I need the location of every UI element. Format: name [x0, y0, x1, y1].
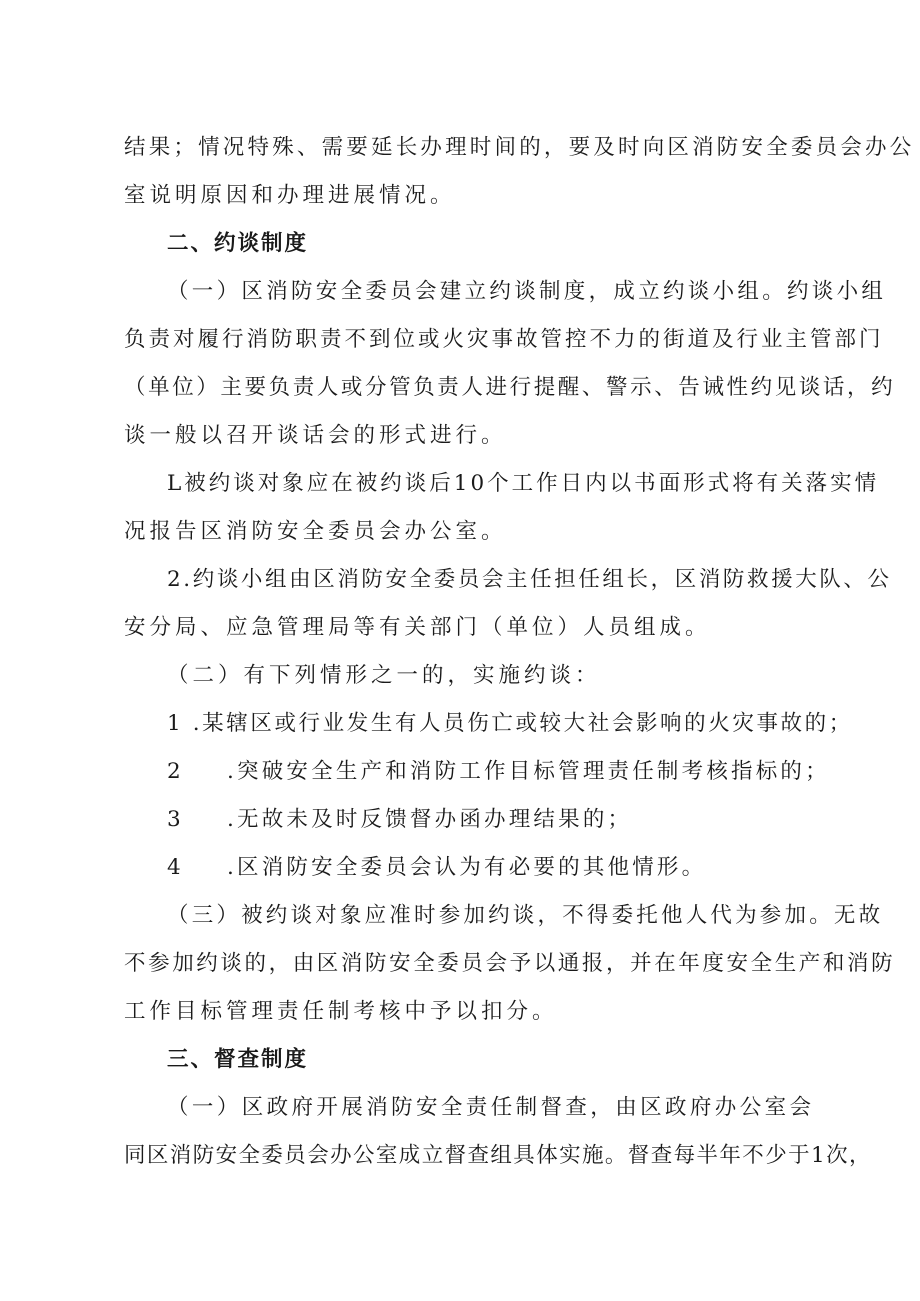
- paragraph-line: （一）区政府开展消防安全责任制督查，由区政府办公室会: [167, 1095, 815, 1120]
- paragraph-line: 结果；情况特殊、需要延长办理时间的，要及时向区消防安全委员会办公: [124, 135, 915, 160]
- list-item-text: .无故未及时反馈督办函办理结果的；: [227, 807, 633, 832]
- paragraph-line: 室说明原因和办理进展情况。: [124, 183, 456, 208]
- list-item-number: 3: [167, 807, 185, 832]
- paragraph-line: 况报告区消防安全委员会办公室。: [124, 519, 507, 544]
- list-item-text: .区消防安全委员会认为有必要的其他情形。: [227, 855, 707, 880]
- paragraph-line: 负责对履行消防职责不到位或火灾事故管控不力的街道及行业主管部门: [124, 327, 884, 352]
- list-item: 1 .某辖区或行业发生有人员伤亡或较大社会影响的火灾事故的；: [167, 711, 853, 736]
- paragraph-line: （单位）主要负责人或分管负责人进行提醒、警示、告诫性约见谈话，约: [124, 375, 896, 400]
- paragraph-line: （一）区消防安全委员会建立约谈制度，成立约谈小组。约谈小组: [167, 279, 887, 304]
- paragraph-line: 2.约谈小组由区消防安全委员会主任担任组长，区消防救援大队、公: [167, 567, 892, 592]
- paragraph-line: 谈一般以召开谈话会的形式进行。: [124, 423, 507, 448]
- paragraph-line: L被约谈对象应在被约谈后10个工作日内以书面形式将有关落实情: [167, 471, 880, 496]
- paragraph-line: 同区消防安全委员会办公室成立督查组具体实施。督查每半年不少于1次，: [124, 1143, 872, 1168]
- section-heading: 二、约谈制度: [167, 231, 309, 256]
- paragraph-line: （三）被约谈对象应准时参加约谈，不得委托他人代为参加。无故: [167, 903, 884, 928]
- list-item-number: 2: [167, 759, 185, 784]
- paragraph-line: 安分局、应急管理局等有关部门（单位）人员组成。: [124, 615, 711, 640]
- section-heading: 三、督查制度: [167, 1047, 309, 1072]
- list-item-number: 4: [167, 855, 185, 880]
- list-item-text: .突破安全生产和消防工作目标管理责任制考核指标的；: [227, 759, 830, 784]
- paragraph-line: （二）有下列情形之一的，实施约谈：: [167, 663, 601, 688]
- paragraph-line: 工作目标管理责任制考核中予以扣分。: [124, 999, 558, 1024]
- paragraph-line: 不参加约谈的，由区消防安全委员会予以通报，并在年度安全生产和消防: [124, 951, 896, 976]
